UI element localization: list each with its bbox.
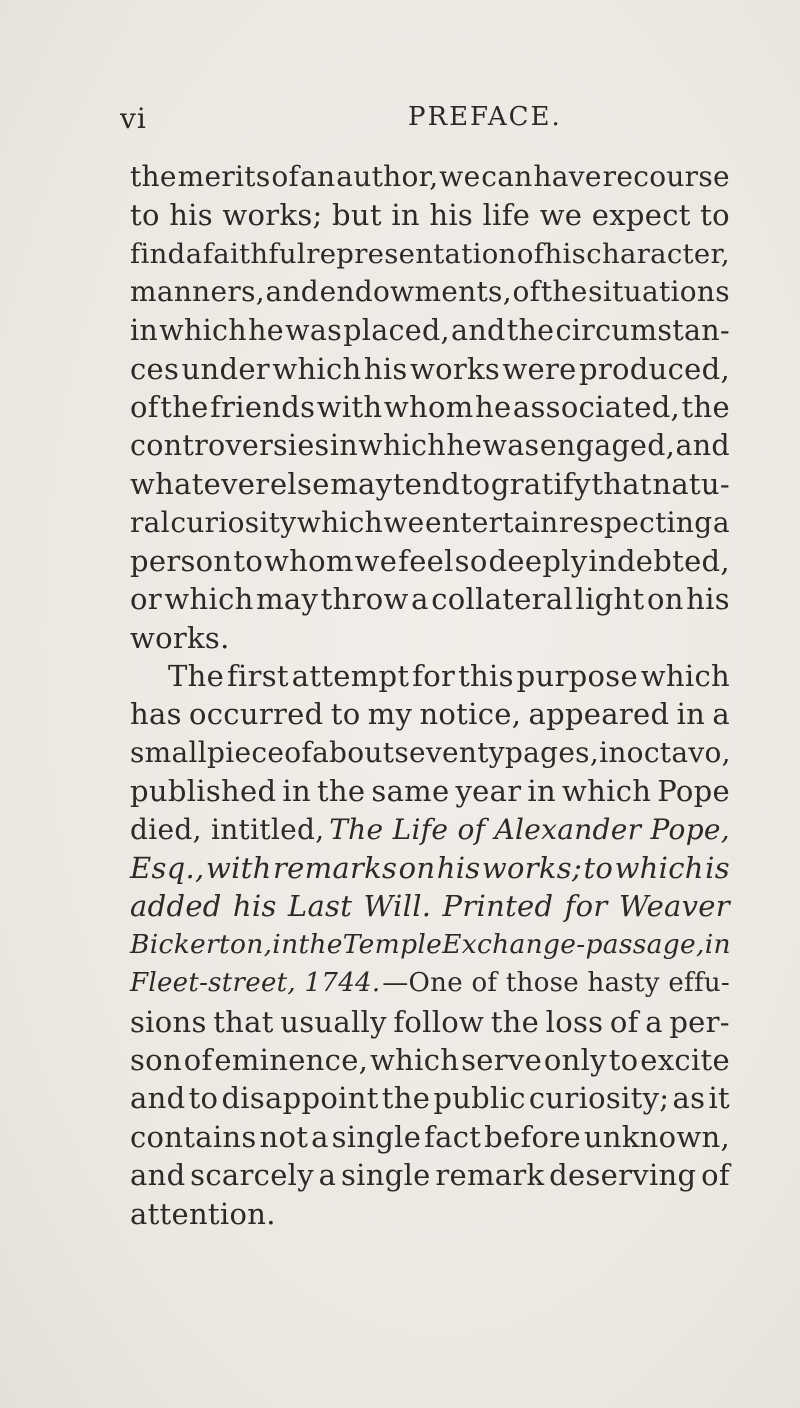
page-header (120, 102, 680, 142)
text-line: and to disappoint the public curiosity; as it (130, 1081, 730, 1116)
text-line-mixed (130, 811, 730, 849)
text-line: ces under which his works were produced, (130, 351, 730, 386)
text-line: The first attempt for this purpose which (168, 659, 730, 694)
text-line: added his Last Will. Printed for Weaver (130, 889, 730, 924)
body-text (130, 158, 730, 1233)
text-line: manners, and endowments, of the situations (130, 275, 730, 309)
text-line: sions that usually follow the loss of a per- (130, 1004, 730, 1039)
text-line: find a faithful representation of his character, (130, 237, 730, 270)
text-line: published in the same year in which Pope (130, 774, 730, 809)
text-line: or which may throw a collateral light on his (130, 582, 730, 617)
text-line: to his works; but in his life we expect to (130, 198, 730, 233)
text-line: Bickerton, in the Temple Exchange-passage, in (130, 928, 731, 960)
text-line: has occurred to my notice, appeared in a (130, 697, 730, 732)
text-run: —One of those hasty effu- (382, 968, 730, 999)
running-head: PREFACE. (408, 102, 562, 132)
text-line: controversies in which he was engaged, and (130, 428, 730, 462)
text-line: Esq., with remarks on his works; to which is (130, 851, 730, 886)
text-line: person to whom we feel so deeply indebted, (130, 543, 730, 578)
text-line: ral curiosity which we entertain respecting a (130, 505, 730, 539)
page-number: vi (120, 102, 147, 135)
text-line: small piece of about seventy pages, in octavo, (130, 735, 731, 769)
text-line: and scarcely a single remark deserving of (130, 1158, 730, 1193)
text-line: of the friends with whom he associated, the (130, 390, 730, 425)
text-line: the merits of an author, we can have recourse (130, 160, 730, 193)
text-line: whatever else may tend to gratify that natu- (130, 467, 730, 502)
text-run: died, intitled, (130, 812, 325, 846)
text-line: in which he was placed, and the circumstan- (130, 313, 730, 347)
text-line: attention. (130, 1196, 276, 1231)
text-line: son of eminence, which serve only to excite (130, 1042, 730, 1077)
text-line: contains not a single fact before unknown, (130, 1119, 730, 1154)
text-line-mixed (130, 964, 730, 1002)
text-line: works. (130, 620, 230, 655)
book-title-run: The Life of Alexander Pope, (329, 812, 730, 846)
imprint-run: Fleet-street, 1744. (130, 968, 381, 999)
